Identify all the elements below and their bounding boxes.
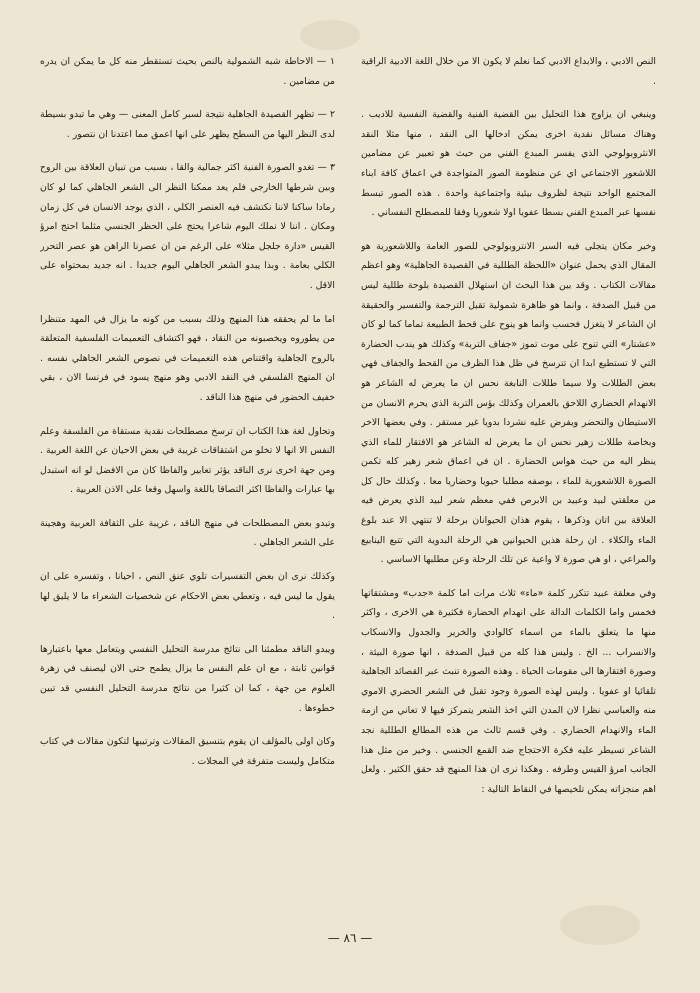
- paragraph: وكان اولى بالمؤلف ان يقوم بتنسيق المقالات وترتيبها لتكون مقالات في كتاب متكامل وليست متفرقة في المجلات .: [40, 736, 335, 767]
- list-item: ٣ — تغدو الصورة الفنية اكثر جمالية والقا ، بسبب من تبيان العلاقة بين الروح وبين شرطها الخارجي فلم يعد ممكنا النظر الى الشعر الجاهلي كما لو كان رمادا ساكنا لاننا نكتشف فيه العنصر الكلي ، الذي يوجد الانسان في كل زمان ومكان . اننا لا نملك اليوم شاعرا يحتج على الحظر الجنسي مثلما احتج امرؤ القيس «دارة جلجل مثلا» على الرغم من ان عصرنا الراهن هو عصر التحرر الكلي بعامة . وبذا يبدو الشعر الجاهلي اليوم جديدا . انه جديد بمحتواه على الاقل .: [40, 162, 335, 291]
- page-number: — ٨٦ —: [327, 931, 373, 945]
- paragraph: وفي معلقة عبيد تتكرر كلمة «ماء» ثلاث مرات اما كلمة «جدب» ومشتقاتها فخمس واما الكلمات الدالة على انهدام الحضارة فكثيرة هي الاخرى ، واكثر منها ما يتعلق بالماء من اسماء كالوادي والخرير والجدول والانسكاب والانسراب ... الخ . وليس هذا كله من قبيل الصدفة ، انها صورة البيئة ، وصورة افتقارها الى مقومات الحياة . وهذه الصورة تنبث عبر القصائد الجاهلية تلقائيا او عفويا . وليس لهذه الصورة وجود تقبل في الشعر الحضري الاموي منه والعباسي نظرا لان المدن التي اخذ الشعر يتمركز فيها لا تعاني من ازمة الماء والانهدام الحضاري . وفي قسم ثالث من هذه المطالع الطللية نجد الشاعر تسيطر عليه فكرة الاحتجاج ضد القمع الجنسي . وخير من مثل هذا الجانب امرؤ القيس وطرفه . وهكذا نرى ان هذا المنهج قد حقق الكثير . ولعل اهم منجزاته يمكن تلخيصها في النقاط التالية :: [361, 587, 656, 795]
- paper-stain: [300, 20, 360, 50]
- paragraph: وكذلك نرى ان بعض التفسيرات تلوي عنق النص ، احيانا ، وتفسره على ان يقول ما ليس فيه ، وتعطي بعض الاحكام عن شخصيات الشعراء ما لا يليق لها .: [40, 571, 335, 622]
- list-item: ١ — الاحاطة شبه الشمولية بالنص بحيث تستقطر منه كل ما يمكن ان يدره من مضامين .: [40, 56, 335, 87]
- paragraph: وتحاول لغة هذا الكتاب ان ترسخ مصطلحات نقدية مستقاة من الفلسفة وعلم النفس الا انها لا تخلو من اشتقاقات غريبة في بعض الاحيان عن اللغة العربية . ومن جهة اخرى نرى الناقد يؤثر تعابير والفاظا كان من الافضل لو انه استبدل بها عبارات والفاظا اكثر التصاقا باللغة واسهل وقعا على الاذن العربية .: [40, 425, 335, 496]
- list-item: ٢ — تظهر القصيدة الجاهلية نتيجة لسبر كامل المعنى — وهي ما تبدو بسيطة لدى النظر اليها من السطح يظهر على انها اعمق مما اعتدنا ان نتصور .: [40, 109, 335, 140]
- paragraph: وخير مكان يتجلى فيه السبر الانتروبولوجي للصور العامة واللاشعورية هو المقال الذي يحمل عنوان «اللحظة الطللية في القصيدة الجاهلية» وهو اعظم مقالات الكتاب . وقد بين هذا البحث ان استهلال القصيدة بلوحة طللية ليس من قبيل الصدفة ، وانما هو ظاهرة شمولية تقبل الترجمة والتفسير والحقيقة ان الشاعر لا يتغزل فحسب وانما هو ينوح على قحط الطبيعة تماما كما لو كان «عشتار» التي تنوح على موت تموز «جفاف التربة» وكذلك هو يندب الحضارة التي لا تستطيع ابدا ان تترسخ في ظل هذا الظرف من القحط والجفاف فهي بعض الطللات ولا سيما طللات النابغة نحس ان ما يعرض له الشاعر هو الانهدام الحضاري اللاحق بالعمران وكذلك بؤس التربة الذي يحرم الانسان من الاستيطان والتحضر ويفرض عليه نشردا بدويا غير مستقر . وفي بعضها الاخر وبخاصة طللات زهير نحس ان ما يعرض له الشاعر هو الافتقار للماء الذي ينظر اليه من حيث هواس الحضارة . ان في اعماق شعر زهير كله تكمن الصورة اللاشعورية للماء ، بوصفه مطلبا حيويا وحضاريا معا . وكذلك حال كل من معلقتي لبيد وعبيد بن الابرص ففي معظم شعر لبيد الذي يعرض فيه العلاقة بين اتان وذكرها ، يقوم هذان الحيوانان برحلة لا تنتهي الا عند بلوغ الماء والكلاء . ان رحلة هذين الحيوانين هي الرحلة البدوية التي تتبع الينابيع والمراعي ، او هي صورة لا واعية عن تلك الرحلة وعن مطلبها الاساسي .: [361, 240, 656, 566]
- paragraph: وينبغي ان يزاوج هذا التحليل بين القضية الفنية والقضية النفسية للاديب . وهناك مسائل نقدية اخرى يمكن ادخالها الى النقد ، منها مثلا النقد الانثروبولوجي الذي يفسر المبدع الفني من حيث هو تعبير عن مضامين اللاشعور الاجتماعي اي عن منظومة الصور المتواجدة في اعماق كافة ابناء المجتمع الواحد نتيجة لظروف بيئية واجتماعية واحدة . هذه الصور تبسط نفسها عبر المبدع الفني بسطا عفويا اولا شعوريا وفقا للمصطلح النفساني .: [361, 109, 656, 219]
- text-columns: [40, 52, 656, 923]
- paragraph: النص الادبي ، والابداع الادبي كما نعلم لا يكون الا من خلال اللغة الادبية الراقية .: [361, 56, 656, 87]
- paragraph: ويبدو الناقد مطمئنا الى نتائج مدرسة التحليل النفسي ويتعامل معها باعتبارها قوانين ثابتة ، مع ان علم النفس ما يزال يطمح حتى الان ليصنف في زهرة العلوم من جهة ، كما ان كثيرا من نتائج مدرسة التحليل النفسي قد تبين خطوءها .: [40, 643, 335, 714]
- paragraph: اما ما لم يحققه هذا المنهج وذلك بسبب من كونه ما يزال في المهد متنظرا من يطوروه ويخصبونه من النقاد ، فهو اكتشاف التعميمات الفلسفية المتعلقة بالروح الجاهلية واقتناص هذه التعميمات في نصوص الشعر الجاهلي نفسه . ان المنهج الفلسفي في النقد الادبي وهو منهج يسود في فرنسا الان ، بقي خفيف الحضور في منهج هذا الناقد .: [40, 313, 335, 403]
- left-column: [40, 52, 335, 923]
- paragraph: وتبدو بعض المصطلحات في منهج الناقد ، غريبة على الثقافة العربية وهجينة على الشعر الجاهلي .: [40, 517, 335, 549]
- right-column: [361, 52, 656, 923]
